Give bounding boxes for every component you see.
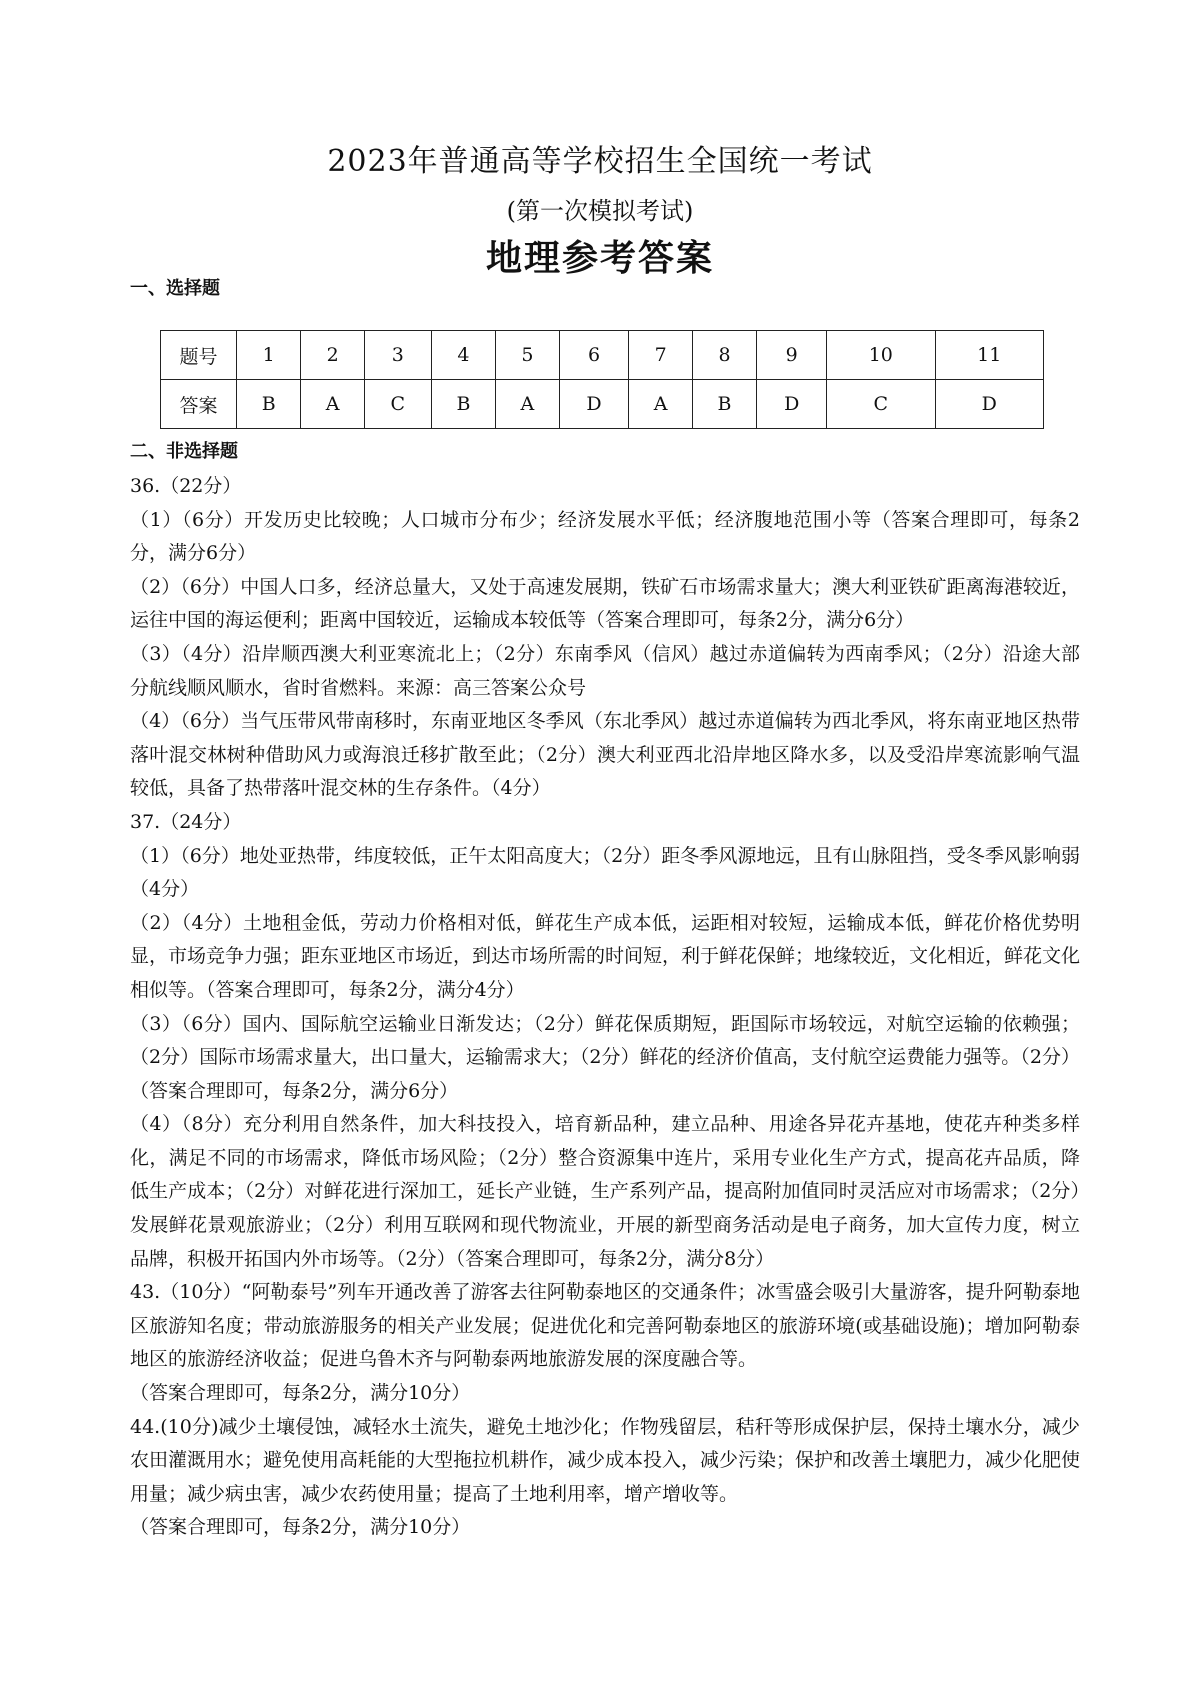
answer-cell: B [692, 380, 756, 429]
answer-row [161, 380, 1044, 429]
subject-title: 地理参考答案 [485, 237, 714, 279]
answer-paragraph: （4）（6分）当气压带风带南移时，东南亚地区冬季风（东北季风）越过赤道偏转为西北季风，将东南亚地区热带落叶混交林树种借助风力或海浪迁移扩散至此；（2分）澳大利亚西北沿岸地区降水多，以及受沿岸寒流影响气温较低，具备了热带落叶混交林的生存条件。（4分） [130, 710, 1080, 800]
answer-cell: A [496, 380, 559, 429]
answer-paragraph: （1）（6分）开发历史比较晚；人口城市分布少；经济发展水平低；经济腹地范围小等（答案合理即可，每条2分，满分6分） [130, 508, 1080, 565]
answer-cell: C [827, 380, 935, 429]
answer-cell: B [237, 380, 301, 429]
answer-paragraph: （2）（6分）中国人口多，经济总量大，又处于高速发展期，铁矿石市场需求量大；澳大利亚铁矿距离海港较近，运往中国的海运便利；距离中国较近，运输成本较低等（答案合理即可，每条2分，满分6分） [130, 575, 1080, 632]
question-number-cell: 1 [237, 331, 301, 380]
answer-body [130, 470, 1080, 1545]
answer-cell: D [559, 380, 629, 429]
answer-paragraph: （2）（4分）土地租金低，劳动力价格相对低，鲜花生产成本低，运距相对较短，运输成本低，鲜花价格优势明显，市场竞争力强；距东亚地区市场近，到达市场所需的时间短，利于鲜花保鲜；地缘较近，文化相近，鲜花文化相似等。（答案合理即可，每条2分，满分4分） [130, 911, 1081, 1001]
answer-cell: C [364, 380, 431, 429]
question-heading-37: 37.（24分） [130, 810, 242, 833]
question-number-cell: 11 [935, 331, 1043, 380]
question-number-cell: 10 [827, 331, 935, 380]
answer-table [160, 330, 1044, 429]
choice-section-heading: 一、选择题 [130, 278, 220, 299]
answer-cell: D [757, 380, 827, 429]
exam-title: 2023年普通高等学校招生全国统一考试 [327, 144, 873, 179]
answer-paragraph: （4）（8分）充分利用自然条件，加大科技投入，培育新品种，建立品种、用途各异花卉基地，使花卉种类多样化，满足不同的市场需求，降低市场风险；（2分）整合资源集中连片，采用专业化生产方式，提高花卉品质，降低生产成本；（2分）对鲜花进行深加工，延长产业链，生产系列产品，提高附加值同时灵活应对市场需求；（2分）发展鲜花景观旅游业；（2分）利用互联网和现代物流业，开展的新型商务活动是电子商务，加大宣传力度，树立品牌，积极开拓国内外市场等。（2分）（答案合理即可，每条2分，满分8分） [130, 1113, 1080, 1270]
question-number-cell: 3 [364, 331, 431, 380]
answer-paragraph: （3）（4分）沿岸顺西澳大利亚寒流北上；（2分）东南季风（信风）越过赤道偏转为西南季风；（2分）沿途大部分航线顺风顺水，省时省燃料。来源：高三答案公众号 [130, 642, 1080, 699]
exam-subtitle: (第一次模拟考试) [506, 197, 694, 225]
question-number-cell: 4 [431, 331, 495, 380]
question-number-cell: 7 [629, 331, 692, 380]
question-number-cell: 5 [496, 331, 559, 380]
answer-cell: A [629, 380, 692, 429]
answer-paragraph-43: 43.（10分）“阿勒泰号”列车开通改善了游客去往阿勒泰地区的交通条件；冰雪盛会吸引大量游客，提升阿勒泰地区旅游知名度；带动旅游服务的相关产业发展；促进优化和完善阿勒泰地区的旅游环境(或基础设施)；增加阿勒泰地区的旅游经济收益；促进乌鲁木齐与阿勒泰两地旅游发展的深度融合等。 [130, 1281, 1080, 1371]
question-number-cell: 8 [692, 331, 756, 380]
question-number-cell: 9 [757, 331, 827, 380]
nonchoice-section-heading: 二、非选择题 [130, 441, 238, 462]
question-number-cell: 6 [559, 331, 629, 380]
scoring-note: （答案合理即可，每条2分，满分10分） [130, 1382, 471, 1405]
answer-cell: A [301, 380, 364, 429]
answer-label: 答案 [161, 380, 237, 429]
answer-cell: D [935, 380, 1043, 429]
question-heading-36: 36.（22分） [130, 475, 242, 497]
scoring-note: （答案合理即可，每条2分，满分10分） [130, 1516, 471, 1539]
question-number-row [161, 331, 1044, 380]
question-number-cell: 2 [301, 331, 364, 380]
answer-cell: B [431, 380, 495, 429]
answer-paragraph-44: 44.(10分)减少土壤侵蚀，减轻水土流失，避免土地沙化；作物残留层，秸秆等形成保护层，保持土壤水分，减少农田灌溉用水；避免使用高耗能的大型拖拉机耕作，减少成本投入，减少污染；保护和改善土壤肥力，减少化肥使用量；减少病虫害，减少农药使用量；提高了土地利用率，增产增收等。 [130, 1415, 1081, 1505]
question-number-label: 题号 [161, 331, 237, 380]
answer-paragraph: （3）（6分）国内、国际航空运输业日渐发达；（2分）鲜花保质期短，距国际市场较远，对航空运输的依赖强；（2分）国际市场需求量大，出口量大，运输需求大；（2分）鲜花的经济价值高，支付航空运费能力强等。（2分）（答案合理即可，每条2分，满分6分） [130, 1012, 1080, 1102]
answer-paragraph: （1）（6分）地处亚热带，纬度较低，正午太阳高度大；（2分）距冬季风源地远，且有山脉阻挡，受冬季风影响弱（4分） [130, 844, 1080, 901]
